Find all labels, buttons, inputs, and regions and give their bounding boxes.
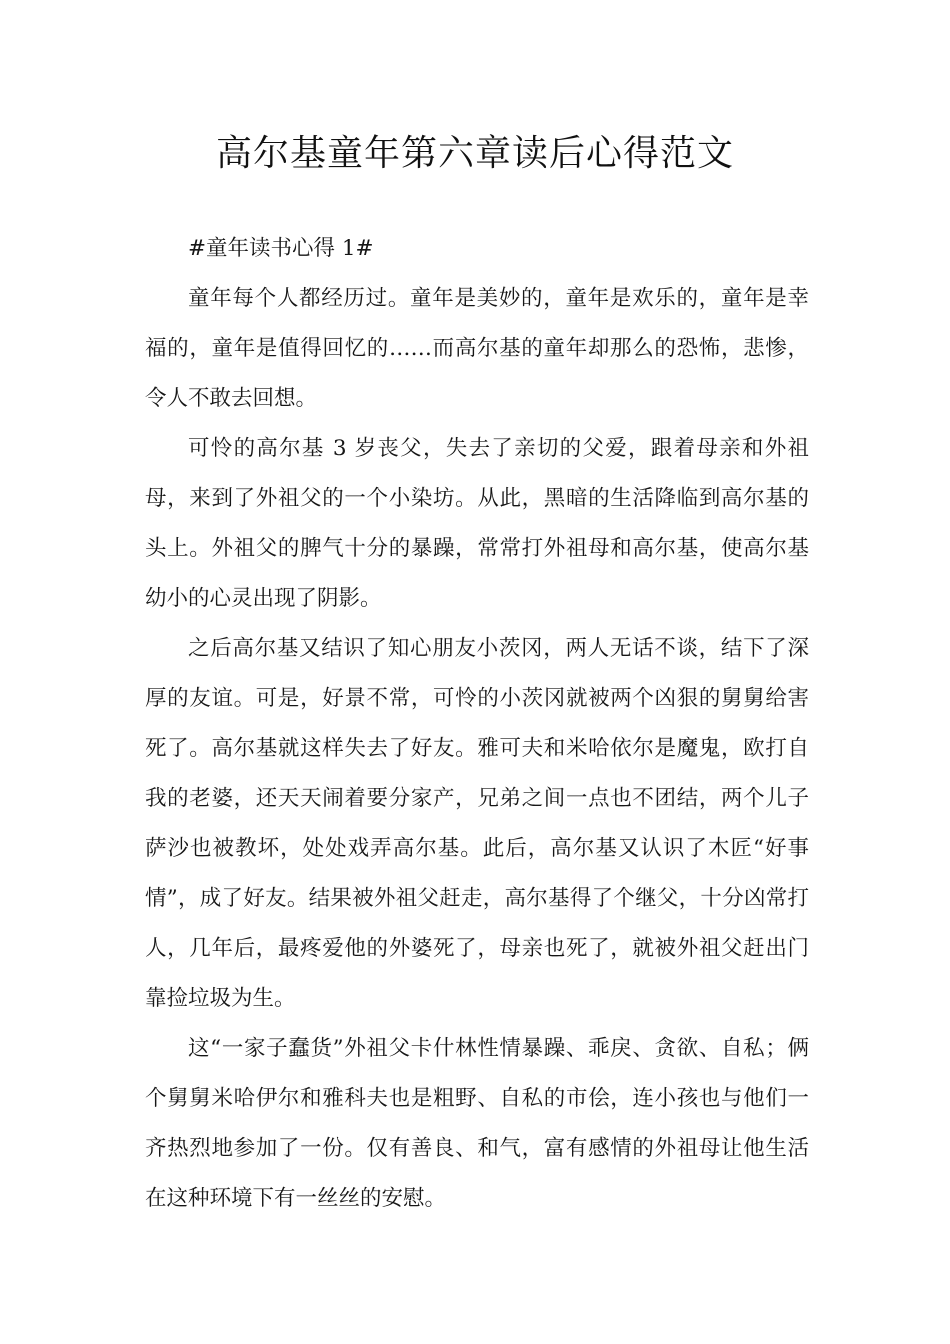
section-heading: #童年读书心得 1#	[188, 236, 374, 261]
paragraph: 这“一家子蠢货”外祖父卡什林性情暴躁、乖戾、贪欲、自私；俩个舅舅米哈伊尔和雅科夫也是粗野、自私的市侩，连小孩也与他们一齐热烈地参加了一份。仅有善良、和气，富有感情的外祖母让他生活在这种环境下有一丝丝的安慰。	[145, 1036, 809, 1211]
document-body	[145, 224, 809, 1224]
document-title: 高尔基童年第六章读后心得范文	[215, 133, 734, 174]
paragraph: 可怜的高尔基 3 岁丧父，失去了亲切的父爱，跟着母亲和外祖母，来到了外祖父的一个小染坊。从此，黑暗的生活降临到高尔基的头上。外祖父的脾气十分的暴躁，常常打外祖母和高尔基，使高尔基幼小的心灵出现了阴影。	[145, 436, 809, 611]
paragraph: 之后高尔基又结识了知心朋友小茨冈，两人无话不谈，结下了深厚的友谊。可是，好景不常，可怜的小茨冈就被两个凶狠的舅舅给害死了。高尔基就这样失去了好友。雅可夫和米哈依尔是魔鬼，欧打自我的老婆，还天天闹着要分家产，兄弟之间一点也不团结，两个儿子萨沙也被教坏，处处戏弄高尔基。此后，高尔基又认识了木匠“好事情”，成了好友。结果被外祖父赶走，高尔基得了个继父，十分凶常打人，几年后，最疼爱他的外婆死了，母亲也死了，就被外祖父赶出门靠捡垃圾为生。	[145, 636, 809, 1011]
paragraph: 童年每个人都经历过。童年是美妙的，童年是欢乐的，童年是幸福的，童年是值得回忆的……而高尔基的童年却那么的恐怖，悲惨，令人不敢去回想。	[145, 286, 809, 411]
